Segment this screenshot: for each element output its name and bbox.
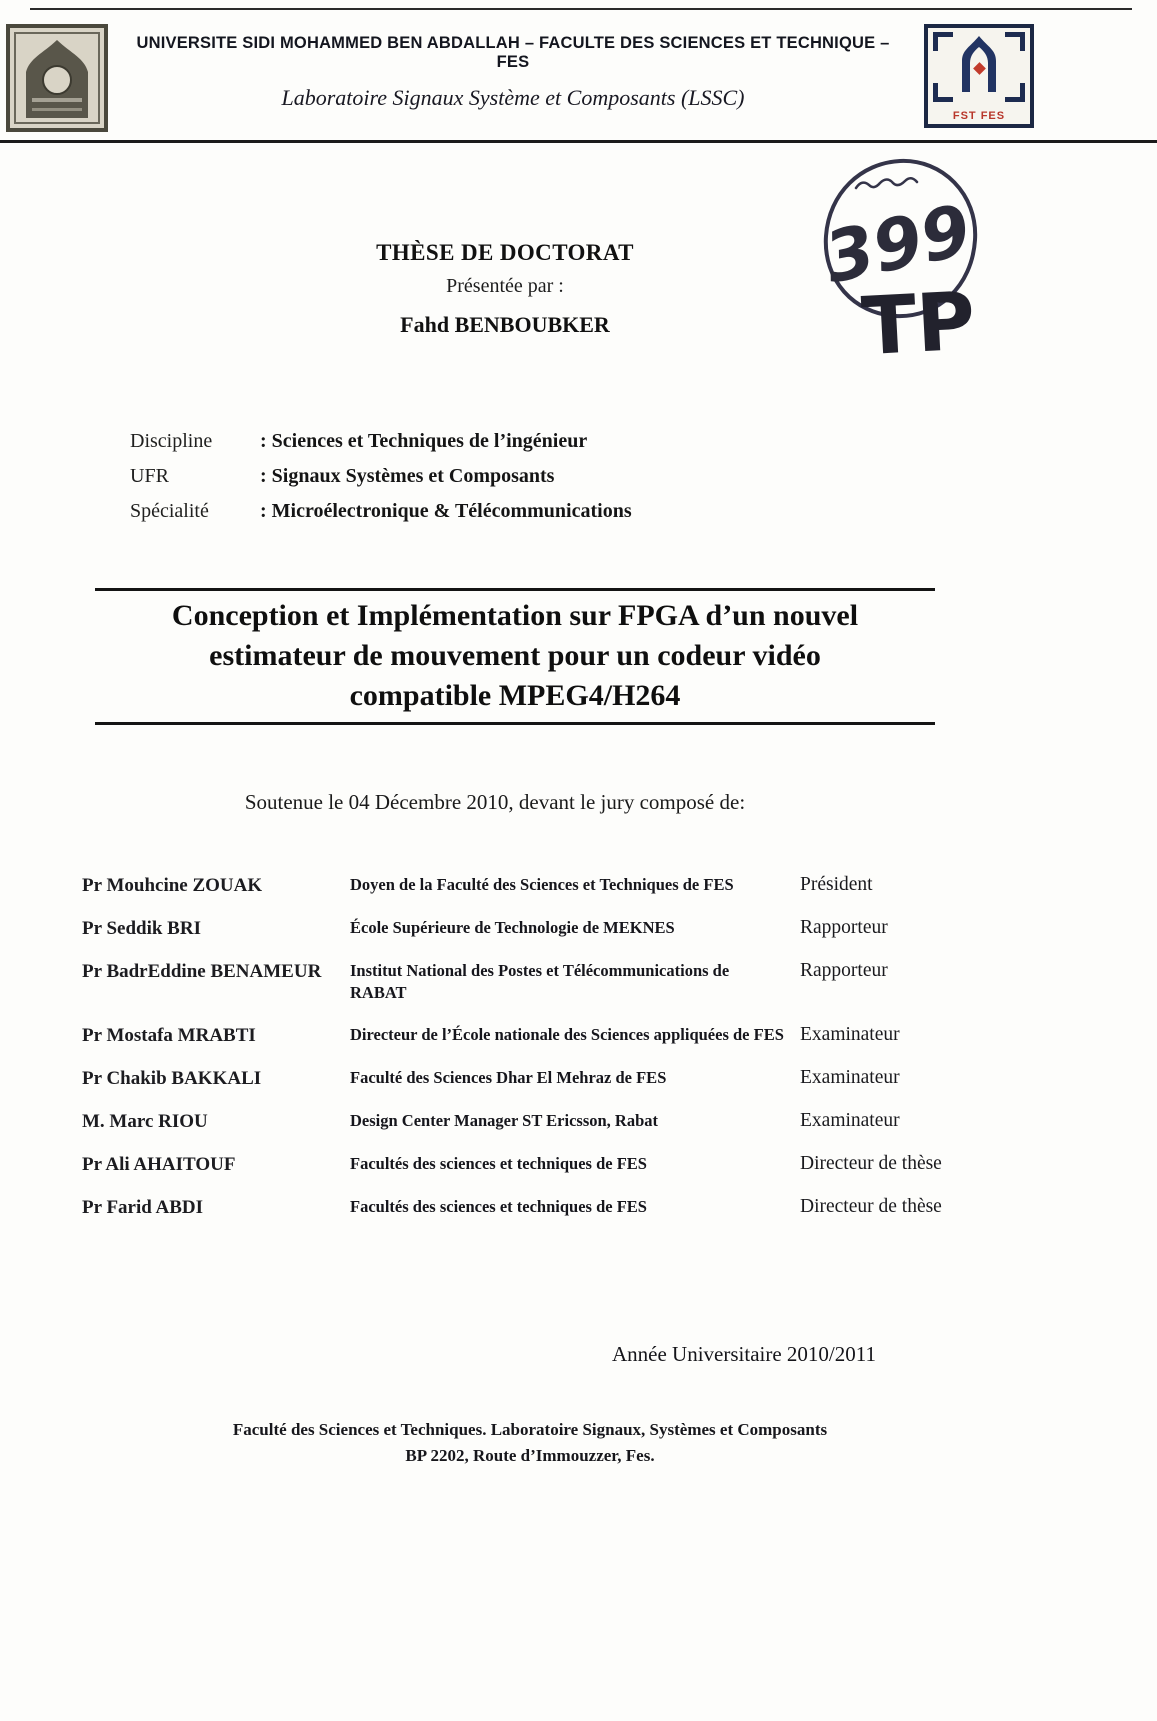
fst-fes-logo-caption: FST FES [928, 110, 1030, 124]
detail-row-ufr [130, 465, 632, 487]
jury-member-role: Président [800, 874, 873, 895]
jury-row [82, 1024, 1082, 1047]
footer-institution-line: Faculté des Sciences et Techniques. Laboratoire Signaux, Systèmes et Composants [232, 1420, 828, 1439]
jury-member-name: Pr Farid ABDI [82, 1197, 204, 1218]
jury-row [82, 960, 1082, 1004]
university-seal-icon [6, 24, 108, 132]
jury-member-role: Directeur de thèse [800, 1196, 942, 1217]
jury-row [82, 917, 1082, 940]
jury-row [82, 1067, 1082, 1090]
detail-row-specialite [130, 500, 632, 522]
thesis-title-line-1: Conception et Implémentation sur FPGA d’un nouvel [171, 599, 859, 632]
footer-address-line: BP 2202, Route d’Immouzzer, Fes. [405, 1446, 655, 1465]
detail-label: Spécialité [130, 500, 209, 522]
detail-label: UFR [130, 465, 169, 487]
header [118, 34, 908, 111]
jury-member-affiliation: École Supérieure de Technologie de MEKNES [350, 918, 675, 937]
header-divider [0, 140, 1157, 143]
author-name: Fahd BENBOUBKER [400, 312, 610, 337]
academic-year: Année Universitaire 2010/2011 [612, 1342, 876, 1366]
jury-member-name: Pr Mostafa MRABTI [82, 1025, 256, 1046]
jury-row [82, 1196, 1082, 1219]
jury-member-role: Rapporteur [800, 917, 888, 938]
thesis-title-line-3: compatible MPEG4/H264 [349, 679, 681, 712]
university-name: UNIVERSITE SIDI MOHAMMED BEN ABDALLAH – FACULTE DES SCIENCES ET TECHNIQUE – FES [136, 34, 890, 71]
thesis-type-heading: THÈSE DE DOCTORAT [376, 240, 634, 265]
jury-row [82, 1153, 1082, 1176]
defense-date-line: Soutenue le 04 Décembre 2010, devant le jury composé de: [244, 790, 746, 814]
presented-by-label: Présentée par : [446, 275, 564, 297]
detail-value: : Sciences et Techniques de l’ingénieur [260, 430, 588, 452]
jury-member-role: Rapporteur [800, 960, 888, 981]
stamp-letters: TP [859, 274, 978, 366]
thesis-title [95, 596, 935, 716]
title-rule-top [95, 588, 935, 591]
laboratory-name: Laboratoire Signaux Système et Composants (LSSC) [281, 85, 745, 110]
jury-member-role: Examinateur [800, 1067, 900, 1088]
jury-row [82, 874, 1082, 897]
jury-member-name: M. Marc RIOU [82, 1111, 208, 1132]
jury-member-affiliation: Faculté des Sciences Dhar El Mehraz de FES [350, 1068, 667, 1087]
stamp-number: 399 [817, 188, 978, 300]
thesis-title-line-2: estimateur de mouvement pour un codeur vidéo [209, 639, 821, 672]
jury-member-name: Pr Chakib BAKKALI [82, 1068, 262, 1089]
jury-member-role: Examinateur [800, 1024, 900, 1045]
jury-member-name: Pr Ali AHAITOUF [82, 1154, 236, 1175]
jury-member-name: Pr BadrEddine BENAMEUR [82, 961, 322, 982]
details-block [130, 430, 632, 535]
fst-fes-emblem-icon [929, 30, 1029, 104]
jury-row [82, 1110, 1082, 1133]
detail-value: : Microélectronique & Télécommunications [260, 500, 632, 522]
detail-label: Discipline [130, 430, 213, 452]
detail-row-discipline [130, 430, 632, 452]
title-rule-bottom [95, 722, 935, 725]
jury-member-role: Examinateur [800, 1110, 900, 1131]
jury-member-affiliation: Design Center Manager ST Ericsson, Rabat [350, 1111, 659, 1130]
top-rule [30, 8, 1132, 10]
jury-member-name: Pr Mouhcine ZOUAK [82, 875, 263, 896]
jury-member-affiliation: Facultés des sciences et techniques de FES [350, 1197, 647, 1216]
jury-member-affiliation: Institut National des Postes et Télécommunications de RABAT [350, 961, 730, 1002]
fst-fes-logo [924, 24, 1034, 128]
jury-member-affiliation: Facultés des sciences et techniques de FES [350, 1154, 647, 1173]
jury-member-name: Pr Seddik BRI [82, 918, 201, 939]
jury-member-role: Directeur de thèse [800, 1153, 942, 1174]
jury-member-affiliation: Directeur de l’École nationale des Sciences appliquées de FES [350, 1025, 784, 1044]
jury-table [82, 874, 1082, 1239]
detail-value: : Signaux Systèmes et Composants [260, 465, 555, 487]
jury-member-affiliation: Doyen de la Faculté des Sciences et Techniques de FES [350, 875, 734, 894]
